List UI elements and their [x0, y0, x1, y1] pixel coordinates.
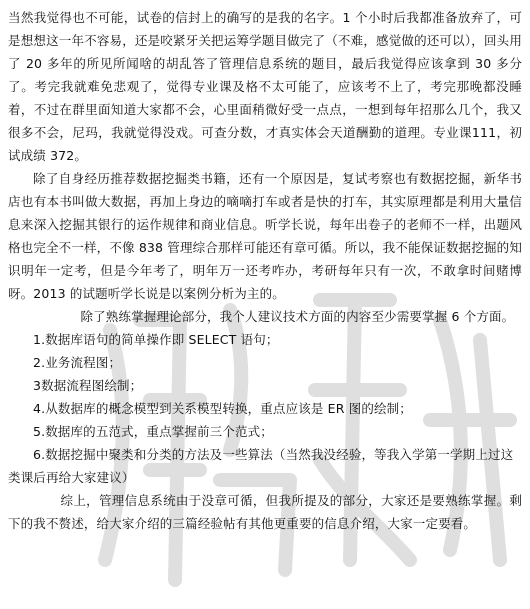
list-item-number: 5. [33, 424, 46, 439]
list-item-number: 3 [33, 378, 42, 393]
list-item [8, 374, 522, 397]
list-item-text: 业务流程图； [45, 355, 122, 370]
list-item-number: 4. [33, 401, 46, 416]
list-item [8, 351, 522, 374]
skills-list [8, 328, 522, 489]
list-item-text: 数据库语句的简单操作即 SELECT 语句； [45, 332, 279, 347]
list-item [8, 443, 522, 489]
list-item-number: 1. [33, 332, 46, 347]
paragraph-data-mining-reason: 除了自身经历推荐数据挖掘类书籍，还有一个原因是，复试考察也有数据挖掘，新华书店也有本书叫做大数据，再加上身边的嘀嘀打车或者是快的打车，其实原理都是利用大量信息来深入挖掘其银行的运作规律和商业信息。听学长说，每年出卷子的老师不一样，出题风格也完全不一样，不像 838 管理综合那样可能还有章可循。所以，我不能保证数据挖掘的知识明年一定考，但是今年考了，明年万一还考咋办，考研每年只有一次，不敢拿时间赌博呀。2013 的试题听学长说是以案例分析为主的。 [8, 171, 522, 301]
paragraph-exam-experience: 当然我觉得也不可能，试卷的信封上的确写的是我的名字。1 个小时后我都准备放弃了，可是想想这一年不容易，还是咬紧牙关把运筹学题目做完了（不难，感觉做的还可以），回头用了 20 多年的所见所闻啥的胡乱答了管理信息系统的题目，最后我觉得应该拿到 30 多分了。考完我就难免悲观了，觉得专业课及格不太可能了，应该考不上了，考完那晚都没睡着，不过在群里面知道大家都不会，心里面稍微好受一点点，一想到每年招那么几个，我又很多不会，尼玛，我就觉得没戏。可查分数，才真实体会天道酬勤的道理。专业课111，初试成绩 372。 [8, 10, 522, 163]
list-item-text: 从数据库的概念模型到关系模型转换，重点应该是 ER 图的绘制； [45, 401, 412, 416]
paragraph-skills-intro: 除了熟练掌握理论部分，我个人建议技术方面的内容至少需要掌握 6 个方面。 [80, 309, 515, 324]
list-item-text: 数据库的五范式，重点掌握前三个范式； [45, 424, 273, 439]
list-item-number: 6. [33, 447, 46, 462]
list-item [8, 328, 522, 351]
paragraph-summary: 综上，管理信息系统由于没章可循，但我所提及的部分，大家还是要熟练掌握。剩下的我不赘述，给大家介绍的三篇经验帖有其他更重要的信息介绍，大家一定要看。 [8, 493, 522, 531]
list-item-text: 数据挖掘中聚类和分类的方法及一些算法（当然我没经验，等我入学第一学期上过这类课后再给大家建议） [8, 447, 514, 485]
list-item [8, 420, 522, 443]
list-item-text: 数据流程图绘制； [41, 378, 143, 393]
list-item-number: 2. [33, 355, 46, 370]
list-item [8, 397, 522, 420]
